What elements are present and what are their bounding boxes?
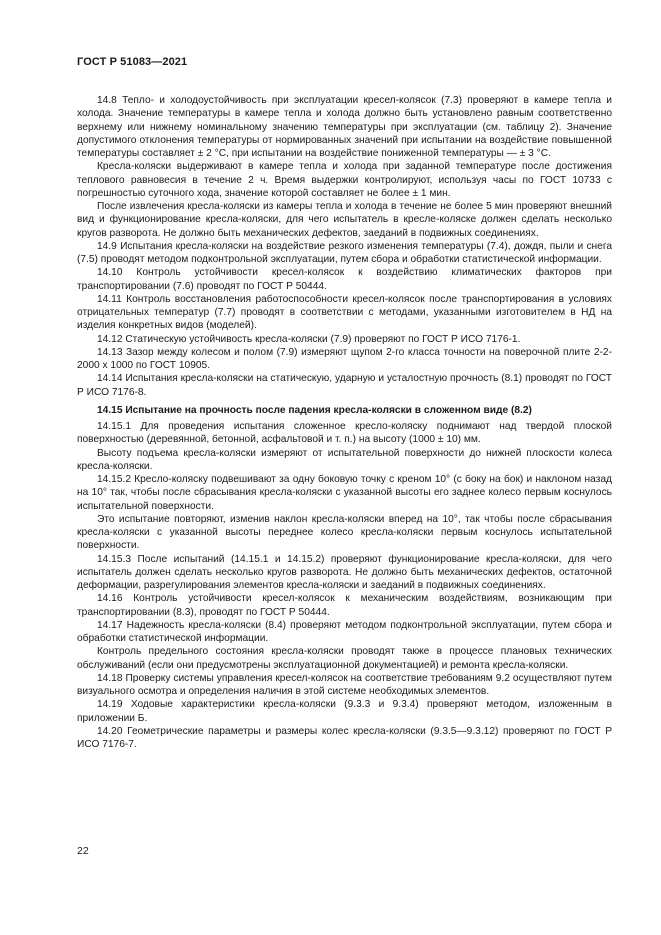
paragraph-14-19: 14.19 Ходовые характеристики кресла-коляски (9.3.3 и 9.3.4) проверяют методом, изложенным в приложении Б. <box>77 699 612 724</box>
paragraph-14-16: 14.16 Контроль устойчивости кресел-колясок к механическим воздействиям, возникающим при транспортировании (8.3), проводят по ГОСТ Р 50444. <box>77 593 612 618</box>
paragraph-14-15-2: 14.15.2 Кресло-коляску подвешивают за одну боковую точку с креном 10° (с боку на бок) и наклоном назад на 10° так, чтобы после сбрасывания кресла-коляски с указанной высоты его заднее колесо первым коснулось испытательной поверхности. <box>77 474 612 512</box>
section-heading-14-15: 14.15 Испытание на прочность после падения кресла-коляски в сложенном виде (8.2) <box>97 404 532 416</box>
paragraph-14-15-1: 14.15.1 Для проведения испытания сложенное кресло-коляску поднимают над твердой плоской поверхностью (деревянной, бетонной, асфальтовой и т. п.) на высоту (1000 ± 10) мм. <box>77 421 612 446</box>
paragraph-14-17: 14.17 Надежность кресла-коляски (8.4) проверяют методом подконтрольной эксплуатации, путем сбора и обработки статистической информации. <box>77 619 612 644</box>
paragraph-14-20: 14.20 Геометрические параметры и размеры колес кресла-коляски (9.3.5—9.3.12) проверяют по ГОСТ Р ИСО 7176-7. <box>77 725 612 750</box>
paragraph-14-10: 14.10 Контроль устойчивости кресел-колясок к воздействию климатических факторов при транспортировании (7.6) проводят по ГОСТ Р 50444. <box>77 267 612 292</box>
paragraph-14-18: 14.18 Проверку системы управления кресел-колясок на соответствие требованиям 9.2 осуществляют путем визуального осмотра и определения наличия в этой системе необходимых элементов. <box>77 672 612 697</box>
paragraph-14-8-check: После извлечения кресла-коляски из камеры тепла и холода в течение не более 5 мин проверяют внешний вид и функционирование кресла-коляски, для чего испытатель в кресле-коляске должен сделать несколько кругов разворота. Не должно быть механических дефектов, заеданий в подвижных соединениях. <box>77 201 612 239</box>
paragraph-14-14: 14.14 Испытания кресла-коляски на статическую, ударную и усталостную прочность (8.1) проводят по ГОСТ Р ИСО 7176-8. <box>77 373 612 398</box>
paragraph-14-8-exposure: Кресла-коляски выдерживают в камере тепла и холода при заданной температуре после достижения теплового равновесия в течение 2 ч. Время выдержки контролируют, используя часы по ГОСТ 10733 с погрешностью суточного хода, значение которой составляет не более ± 1 мин. <box>77 161 612 199</box>
paragraph-14-15-2-repeat: Это испытание повторяют, изменив наклон кресла-коляски вперед на 10°, так чтобы после сбрасывания кресла-коляски с указанной высоты переднее колесо кресла-коляски первым коснулось испытательной поверхности. <box>77 513 612 552</box>
paragraph-14-15-1-height: Высоту подъема кресла-коляски измеряют от испытательной поверхности до нижней плоскости колеса кресла-коляски. <box>77 447 612 472</box>
paragraph-14-9: 14.9 Испытания кресла-коляски на воздействие резкого изменения температуры (7.4), дождя, пыли и снега (7.5) проводят методом подконтрольной эксплуатации, путем сбора и обработки статистической информации. <box>77 240 612 265</box>
paragraph-14-17-limit: Контроль предельного состояния кресла-коляски проводят также в процессе плановых технических обслуживаний (если они предусмотрены эксплуатационной документацией) и ремонта кресла-коляски. <box>77 646 612 671</box>
document-code-header: ГОСТ Р 51083—2021 <box>77 56 188 68</box>
document-body <box>77 94 612 751</box>
paragraph-14-11: 14.11 Контроль восстановления работоспособности кресел-колясок после транспортирования в условиях отрицательных температур (7.7) проводят в соответствии с методами, указанными изготовителем в НД на изделия конкретных видов (моделей). <box>77 293 612 332</box>
paragraph-14-15-3: 14.15.3 После испытаний (14.15.1 и 14.15.2) проверяют функционирование кресла-коляски, для чего испытатель должен сделать несколько кругов разворота. Не должно быть механических дефектов, остаточной деформации, разрегулирования элементов кресла-коляски и заеданий в подвижных соединениях. <box>77 553 612 591</box>
page-number: 22 <box>77 845 89 857</box>
paragraph-14-12: 14.12 Статическую устойчивость кресла-коляски (7.9) проверяют по ГОСТ Р ИСО 7176-1. <box>97 333 521 345</box>
paragraph-14-8: 14.8 Тепло- и холодоустойчивость при эксплуатации кресел-колясок (7.3) проверяют в камере тепла и холода. Значение температуры в камере тепла и холода должно быть установлено равным соответственно верхнему или нижнему номинальному значению температуры при эксплуатации (см. таблицу 2). Значение допустимого отклонения температуры от нормированных значений при испытании на воздействие повышенной температуры составляет ± 2 °С, при испытании на воздействие пониженной температуры — ± 3 °С. <box>77 95 612 159</box>
paragraph-14-13: 14.13 Зазор между колесом и полом (7.9) измеряют щупом 2-го класса точности на поверочной плите 2-2-2000 х 1000 по ГОСТ 10905. <box>77 346 612 371</box>
